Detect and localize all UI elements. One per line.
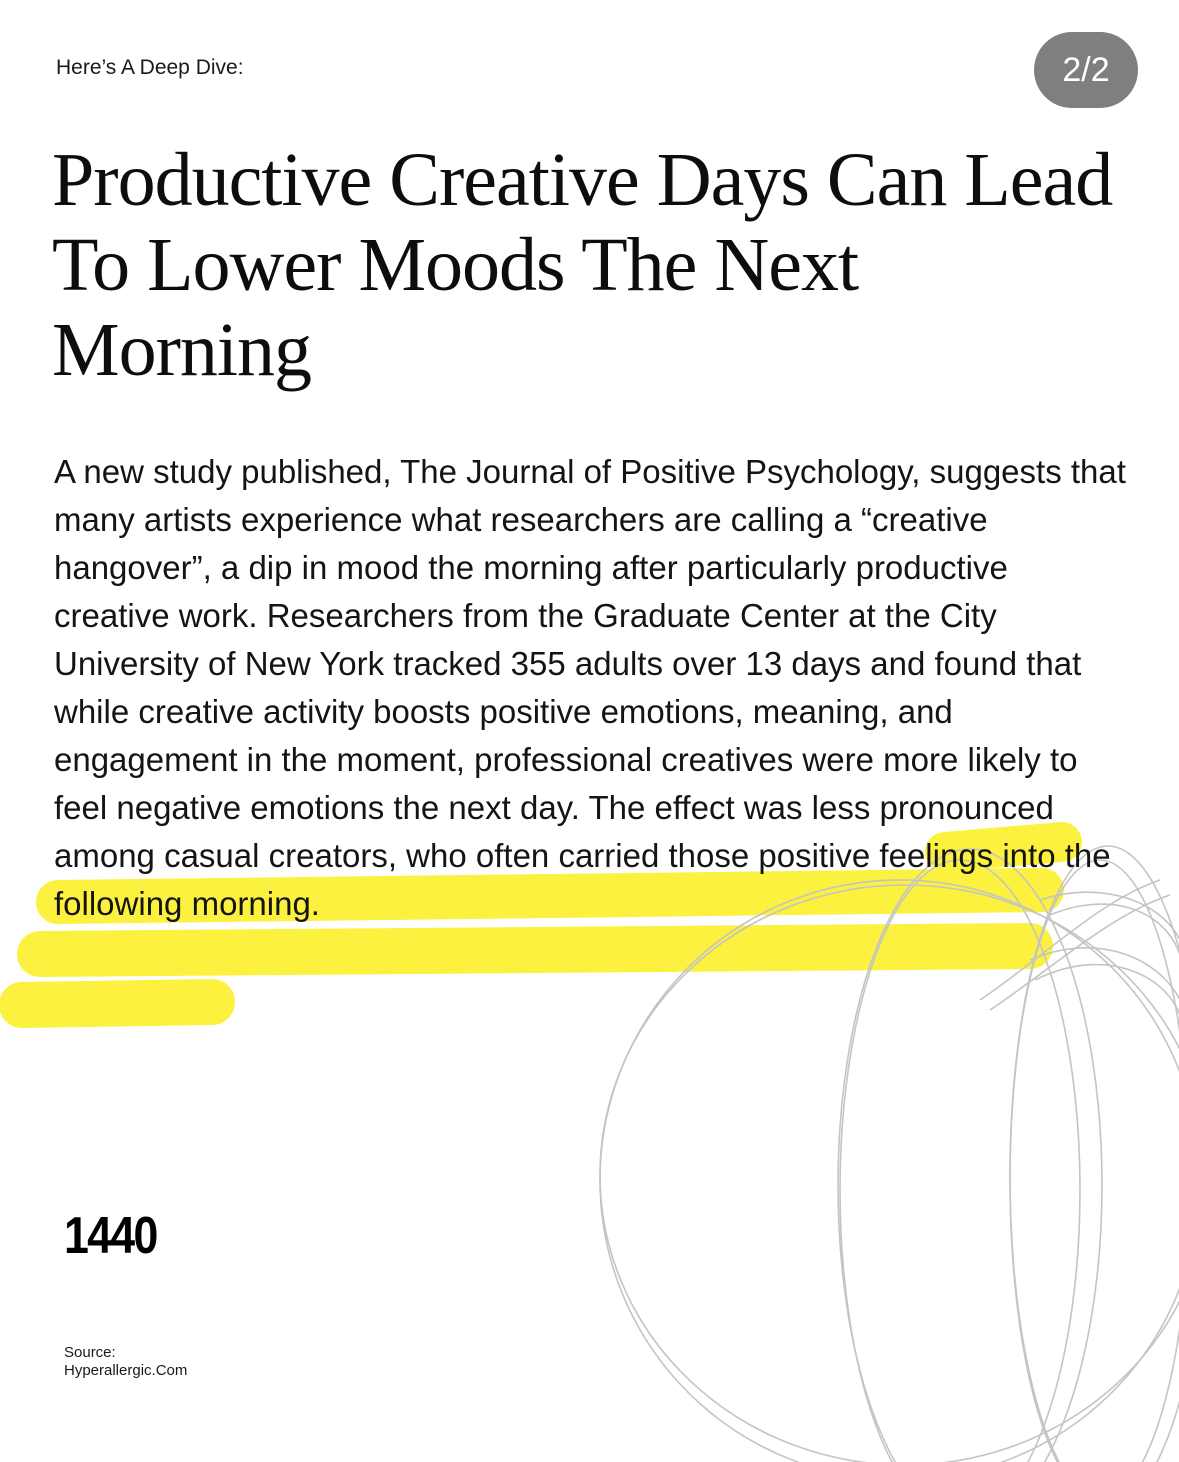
kicker-label: Here’s A Deep Dive: xyxy=(56,56,244,79)
article-headline: Productive Creative Days Can Lead To Lower Moods The Next Morning xyxy=(52,138,1113,392)
page-indicator-badge: 2/2 xyxy=(1034,32,1138,108)
source-credit xyxy=(64,1344,187,1380)
outline-globe-art xyxy=(600,846,1179,1462)
article-body: A new study published, The Journal of Positive Psychology, suggests that many artists experience what researchers are calling a “creative hangover”, a dip in mood the morning after particularly productive creative work. Researchers from the Graduate Center at the City University of New York tracked 355 adults over 13 days and found that while creative activity boosts positive emotions, meaning, and engagement in the moment, professional creatives were more likely to feel negative emotions the next day. The effect was less pronounced among casual creators, who often carried those positive feelings into the following morning. xyxy=(54,453,1126,922)
source-value: Hyperallergic.Com xyxy=(64,1362,188,1379)
brand-logo: 1440 xyxy=(64,1207,157,1265)
source-label: Source: xyxy=(64,1344,116,1361)
